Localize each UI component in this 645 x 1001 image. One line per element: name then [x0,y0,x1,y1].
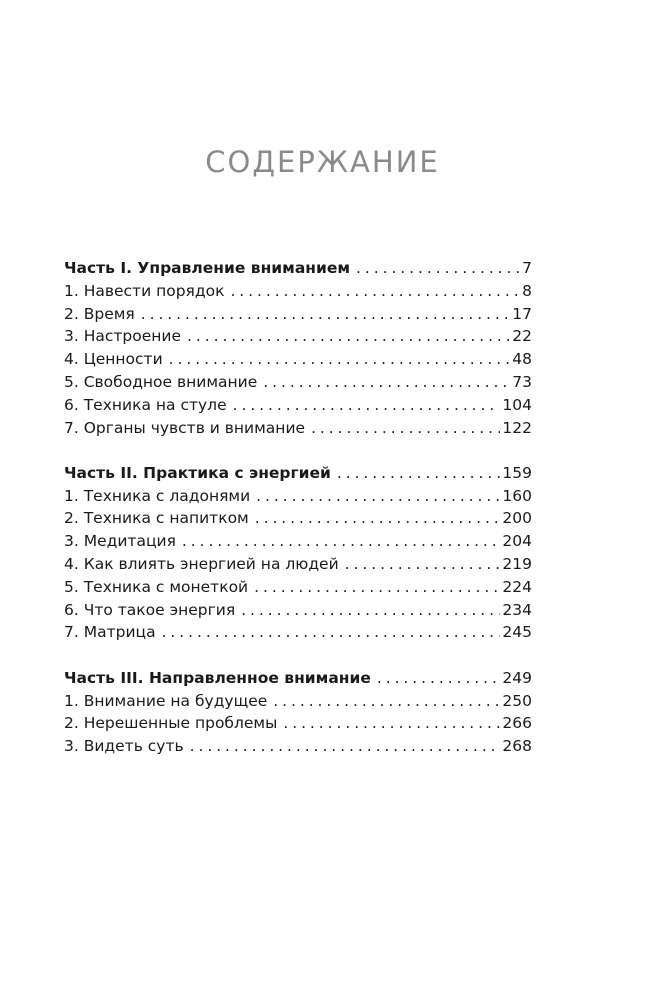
entry-title: 1. Навести порядок [64,281,225,300]
page-number: 200 [502,509,532,528]
dot-leader [311,417,500,440]
entry-title: 4. Ценности [64,350,163,369]
entry-title: 3. Настроение [64,327,182,346]
page-number: 204 [502,532,532,551]
page-number: 219 [502,555,532,574]
page-title: СОДЕРЖАНИЕ [205,145,440,180]
toc-entry [64,735,532,758]
page-number: 48 [512,350,532,369]
toc-section [64,257,532,439]
toc-entry [64,485,532,508]
dot-leader [182,530,501,553]
page-number: 245 [502,623,532,642]
dot-leader [283,712,500,735]
entry-title: 3. Видеть суть [64,737,184,756]
toc-entry [64,690,532,713]
dot-leader [141,303,511,326]
dot-leader [169,348,511,371]
dot-leader [162,621,501,644]
dot-leader [273,690,500,713]
entry-title: 4. Как влиять энергией на людей [64,555,339,574]
entry-title: 7. Органы чувств и внимание [64,418,306,437]
toc-entry [64,394,532,417]
toc-entry [64,325,532,348]
dot-leader [345,553,501,576]
dot-leader [254,576,500,599]
page-number: 266 [502,714,532,733]
page-number: 224 [502,577,532,596]
entry-title: 6. Техника на стуле [64,395,227,414]
entry-title: 5. Техника с монеткой [64,577,249,596]
dot-leader [256,485,500,508]
toc-entry [64,280,532,303]
page-number: 22 [512,327,532,346]
entry-title: 3. Медитация [64,532,176,551]
toc-section [64,667,532,758]
entry-title: 2. Время [64,304,135,323]
page-number: 234 [502,600,532,619]
page-number: 160 [502,486,532,505]
page-number: 7 [522,259,532,277]
toc-entry [64,530,532,553]
toc-entry [64,599,532,622]
toc-entry [64,417,532,440]
toc-part-heading [64,462,532,485]
dot-leader [187,325,510,348]
toc-section [64,462,532,644]
entry-title: 5. Свободное внимание [64,372,258,391]
page-number: 122 [502,418,532,437]
page-number: 268 [502,737,532,756]
page-number: 249 [502,668,532,687]
toc-entry [64,507,532,530]
entry-title: 1. Техника с ладонями [64,486,251,505]
toc-entry [64,576,532,599]
dot-leader [263,371,510,394]
entry-title: 7. Матрица [64,623,156,642]
toc-part-heading [64,257,532,280]
entry-title: 2. Техника с напитком [64,509,249,528]
toc-entry [64,712,532,735]
entry-title: 2. Нерешенные проблемы [64,714,278,733]
table-of-contents [64,257,532,780]
dot-leader [233,394,501,417]
page-number: 17 [512,304,532,323]
dot-leader [230,280,520,303]
dot-leader [337,462,501,485]
toc-entry [64,348,532,371]
toc-entry [64,371,532,394]
page-number: 73 [512,372,532,391]
entry-title: Часть II. Практика с энергией [64,463,331,482]
entry-title: 6. Что такое энергия [64,600,236,619]
toc-entry [64,621,532,644]
page-number: 250 [502,691,532,710]
entry-title: Часть III. Направленное внимание [64,668,371,687]
toc-entry [64,553,532,576]
page-number: 159 [502,463,532,482]
toc-entry [64,303,532,326]
page-number: 104 [502,395,532,414]
dot-leader [356,257,520,280]
dot-leader [241,599,500,622]
dot-leader [255,507,501,530]
page-number: 8 [522,281,532,300]
dot-leader [190,735,501,758]
toc-part-heading [64,667,532,690]
entry-title: 1. Внимание на будущее [64,691,268,710]
entry-title: Часть I. Управление вниманием [64,259,351,277]
dot-leader [377,667,501,690]
